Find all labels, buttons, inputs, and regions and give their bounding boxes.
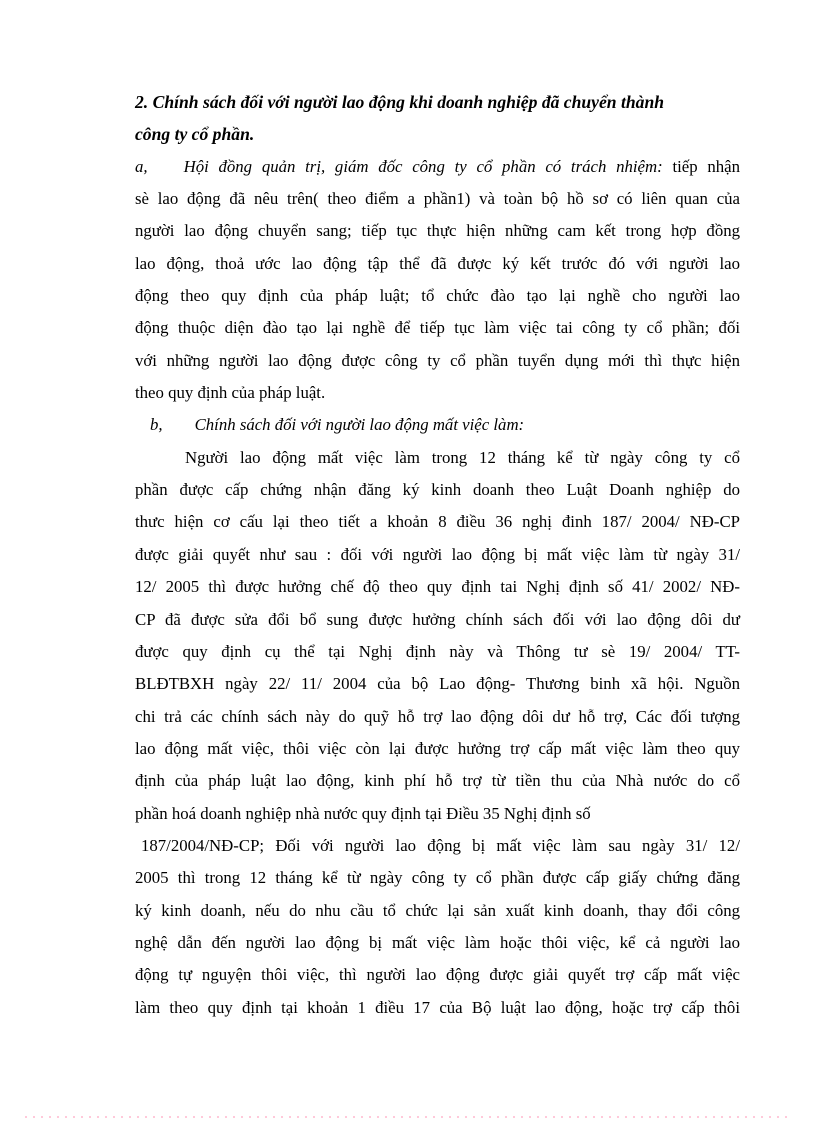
text-line (135, 118, 740, 150)
text-line (135, 86, 740, 118)
text-segment: nghệ dẫn đến người lao động bị mất việc làm hoặc thôi việc, kể cả người lao (135, 932, 740, 952)
text-segment: phần được cấp chứng nhận đăng ký kinh doanh theo Luật Doanh nghiệp do (135, 480, 740, 500)
text-segment: lao động, thoả ước lao động tập thể đã được ký kết trước đó với người lao (135, 253, 740, 273)
text-segment: b, (150, 415, 163, 435)
text-segment: 2. Chính sách đối với người lao động khi doanh nghiệp đã chuyển thành (135, 92, 665, 112)
text-line (135, 992, 740, 1024)
text-line (135, 604, 740, 636)
text-segment: thưc hiện cơ cấu lại theo tiết a khoản 8 điều 36 nghị đinh 187/ 2004/ NĐ-CP (135, 512, 740, 532)
text-segment: sè lao động đã nêu trên( theo điểm a phần1) và toàn bộ hồ sơ có liên quan của (135, 189, 740, 209)
text-line (135, 506, 740, 538)
text-segment: 2005 thì trong 12 tháng kể từ ngày công ty cổ phần được cấp giấy chứng đăng (135, 868, 740, 888)
tab-gap (163, 429, 195, 430)
text-segment: làm theo quy định tại khoản 1 điều 17 của Bộ luật lao động, hoặc trợ cấp thôi (135, 997, 740, 1017)
text-line (135, 798, 740, 830)
text-line (135, 183, 740, 215)
text-segment: Hội đồng quản trị, giám đốc công ty cổ phần có trách nhiệm: (183, 156, 663, 176)
text-line (135, 539, 740, 571)
text-line (135, 830, 740, 862)
text-line (135, 895, 740, 927)
text-line (135, 733, 740, 765)
text-segment: công ty cổ phần. (135, 124, 255, 145)
text-segment: động thuộc diện đào tạo lại nghề để tiếp tục làm việc tai công ty cổ phần; đối (135, 318, 740, 338)
text-line (135, 765, 740, 797)
text-line (135, 668, 740, 700)
text-segment: phần hoá doanh nghiệp nhà nước quy định tại Điều 35 Nghị định số (135, 803, 591, 823)
text-line (135, 636, 740, 668)
text-line (135, 409, 740, 441)
text-segment: động tự nguyện thôi việc, thì người lao động được giải quyết trợ cấp mất việc (135, 965, 740, 985)
text-segment: a, (135, 156, 148, 176)
document-body (135, 86, 740, 1024)
text-line (135, 571, 740, 603)
text-segment: theo quy định của pháp luật. (135, 383, 326, 403)
text-segment: động theo quy định của pháp luật; tổ chức đào tạo lại nghề cho người lao (135, 286, 740, 306)
text-line (135, 959, 740, 991)
text-segment: người lao động chuyển sang; tiếp tục thực hiện những cam kết trong hợp đồng (135, 221, 740, 241)
text-line (135, 442, 740, 474)
text-line (135, 215, 740, 247)
text-line (135, 474, 740, 506)
footer-dotted-rule (25, 1116, 790, 1118)
text-line (135, 345, 740, 377)
text-segment: được giải quyết như sau : đối với người lao động bị mất việc làm từ ngày 31/ (135, 544, 740, 564)
text-segment: chi trả các chính sách này do quỹ hỗ trợ lao động dôi dư hỗ trợ, Các đối tượng (135, 706, 740, 726)
text-segment: ký kinh doanh, nếu do nhu cầu tổ chức lại sản xuất kinh doanh, thay đổi công (135, 900, 740, 920)
text-segment: định của pháp luật lao động, kinh phí hỗ trợ từ tiền thu của Nhà nước do cổ (135, 771, 740, 791)
text-segment: 12/ 2005 thì được hưởng chế độ theo quy định tai Nghị định số 41/ 2002/ NĐ- (135, 577, 740, 597)
text-segment: CP đã được sửa đổi bổ sung được hưởng chính sách đối với lao động dôi dư (135, 609, 740, 629)
tab-gap (148, 171, 184, 172)
text-segment: BLĐTBXH ngày 22/ 11/ 2004 của bộ Lao động- Thương binh xã hội. Nguồn (135, 674, 740, 694)
text-line (135, 280, 740, 312)
text-segment: lao động mất việc, thôi việc còn lại được hưởng trợ cấp mất việc làm theo quy (135, 738, 740, 758)
text-segment: với những người lao động được công ty cổ phần tuyển dụng mới thì thực hiện (135, 350, 740, 370)
text-line (135, 248, 740, 280)
text-line (135, 151, 740, 183)
text-line (135, 862, 740, 894)
text-line (135, 377, 740, 409)
text-segment: Người lao động mất việc làm trong 12 tháng kể từ ngày công ty cổ (185, 447, 740, 467)
text-segment: Chính sách đối với người lao động mất việc làm: (194, 415, 525, 435)
text-line (135, 701, 740, 733)
text-segment: được quy định cụ thể tại Nghị định này và Thông tư sè 19/ 2004/ TT- (135, 641, 740, 661)
text-segment: 187/2004/NĐ-CP; Đối với người lao động bị mất việc làm sau ngày 31/ 12/ (141, 835, 740, 855)
text-segment: tiếp nhận (662, 156, 740, 176)
text-line (135, 312, 740, 344)
text-line (135, 927, 740, 959)
